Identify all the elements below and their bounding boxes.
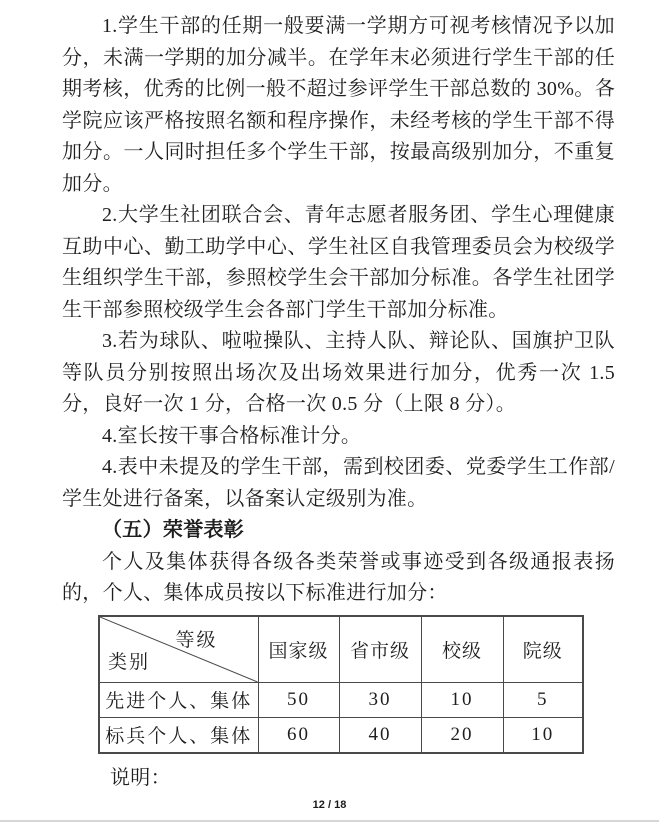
row-category-label: 先进个人、集体 (99, 682, 258, 717)
cell-value: 20 (421, 717, 503, 753)
cell-value: 60 (258, 717, 339, 753)
section-heading: （五）荣誉表彰 (102, 519, 245, 541)
note-label: 说明： (110, 766, 171, 789)
honor-score-table (98, 615, 584, 754)
cell-value: 10 (503, 717, 583, 753)
table-header-row (99, 616, 583, 683)
column-header-provincial: 省市级 (339, 616, 421, 683)
table-row-pacesetter (99, 717, 583, 753)
table-corner-cell (99, 616, 258, 683)
column-header-national: 国家级 (258, 616, 339, 683)
cell-value: 5 (503, 682, 583, 717)
row-category-label: 标兵个人、集体 (99, 717, 258, 753)
corner-label-category: 类别 (108, 651, 151, 673)
cell-value: 10 (421, 682, 503, 717)
section-intro: 个人及集体获得各级各类荣誉或事迹受到各级通报表扬的，个人、集体成员按以下标准进行加分： (62, 550, 615, 604)
paragraph-3: 3.若为球队、啦啦操队、主持人队、辩论队、国旗护卫队等队员分别按照出场次及出场效果进行加分，优秀一次 1.5 分，良好一次 1 分，合格一次 0.5 分（上限 8 分）。 (62, 330, 615, 415)
page-footer (0, 799, 659, 811)
column-header-college: 院级 (503, 616, 583, 683)
column-header-school: 校级 (421, 616, 503, 683)
page-number: 12 / 18 (312, 799, 347, 811)
paragraph-5: 4.表中未提及的学生干部，需到校团委、党委学生工作部/学生处进行备案，以备案认定级别为准。 (62, 456, 615, 510)
table-row-advanced (99, 682, 583, 717)
corner-label-grade: 等级 (175, 629, 218, 651)
cell-value: 40 (339, 717, 421, 753)
cell-value: 50 (258, 682, 339, 717)
cell-value: 30 (339, 682, 421, 717)
paragraph-4: 4.室长按干事合格标准计分。 (102, 424, 362, 447)
paragraph-1: 1.学生干部的任期一般要满一学期方可视考核情况予以加分，未满一学期的加分减半。在学年末必须进行学生干部的任期考核，优秀的比例一般不超过参评学生干部总数的 30%。各学院应该严格按照名额和程序操作，未经考核的学生干部不得加分。一人同时担任多个学生干部，按最高级别加分，不重复加分。 (62, 15, 615, 195)
paragraph-2: 2.大学生社团联合会、青年志愿者服务团、学生心理健康互助中心、勤工助学中心、学生社区自我管理委员会为校级学生组织学生干部，参照校学生会干部加分标准。各学生社团学生干部参照校级学生会各部门学生干部加分标准。 (62, 204, 615, 321)
